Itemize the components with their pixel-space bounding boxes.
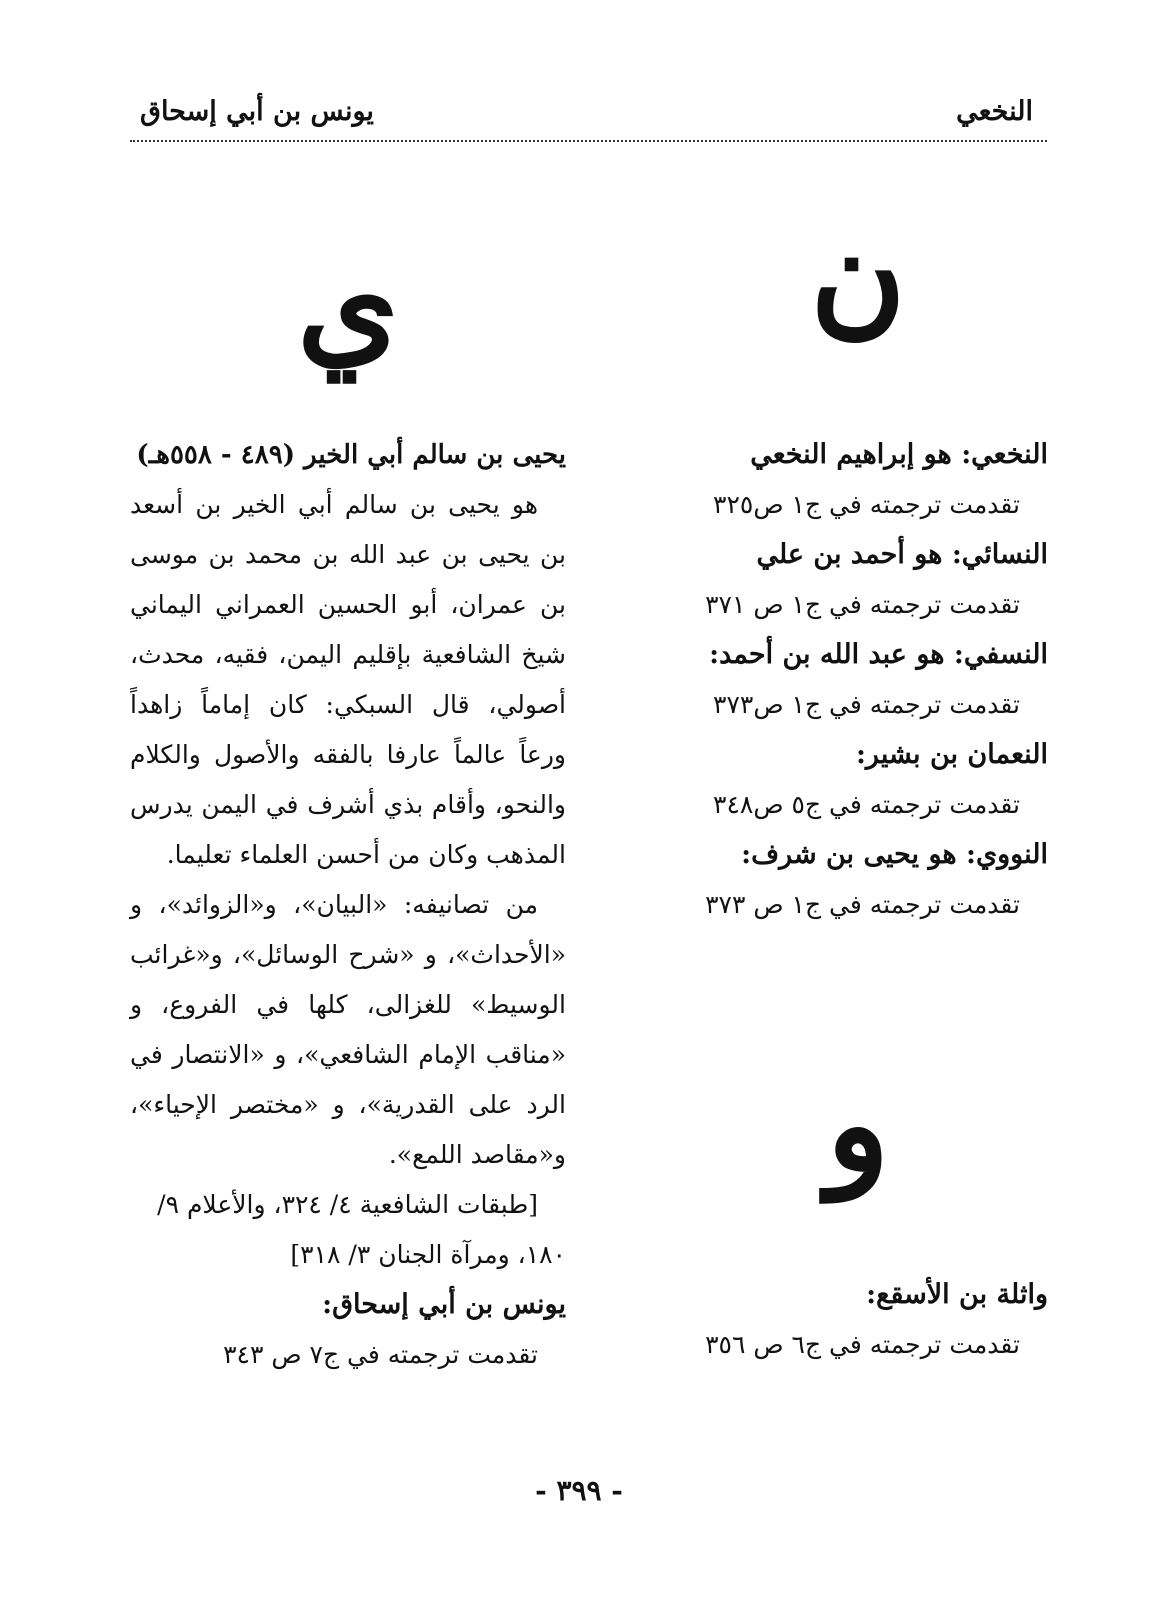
entry-heading: النخعي: هو إبراهيم النخعي [750,439,1048,470]
sources-citation: [طبقات الشافعية ٤/ ٣٢٤، والأعلام ٩/ ١٨٠، ومرآة الجنان ٣/ ٣١٨] [157,1190,566,1269]
entry [668,830,1048,930]
page-number: - ٣٩٩ - [535,1474,623,1507]
entry [668,430,1048,530]
entry-reference: تقدمت ترجمته في ج١ ص ٣٧١ [705,590,1020,619]
header-right-title: النخعي [956,96,1033,127]
entry-heading: النووي: هو يحيى بن شرف: [741,839,1048,870]
entry-heading: واثلة بن الأسقع: [866,1279,1048,1310]
waw-entries [668,1270,1048,1370]
nun-entries [668,430,1048,930]
ya-entries [130,430,566,1380]
entry-heading: النسفي: هو عبد الله بن أحمد: [709,639,1048,670]
entry [668,730,1048,830]
entry-reference: تقدمت ترجمته في ج١ ص ٣٧٣ [705,890,1020,919]
entry [668,630,1048,730]
entry-reference: تقدمت ترجمته في ج١ ص٣٢٥ [713,490,1020,519]
left-column [130,0,566,1440]
biography-paragraph: هو يحيى بن سالم أبي الخير بن أسعد بن يحيى بن عبد الله بن محمد بن موسى بن عمران، أبو الحسين العمراني اليماني شيخ الشافعية بإقليم اليمن، فقيه، محدث، أصولي، قال السبكي: كان إماماً زاهداً ورعاً عالماً عارفا بالفقه والأصول والكلام والنحو، وأقام بذي أشرف في اليمن يدرس المذهب وكان من أحسن العلماء تعليما. [130,490,566,869]
header-left-title: يونس بن أبي إسحاق [140,96,374,127]
section-letter-waw: و [826,1048,890,1201]
entry [668,530,1048,630]
works-paragraph: من تصانيفه: «البيان»، و«الزوائد»، و «الأحداث»، و «شرح الوسائل»، و«غرائب الوسيط» للغزالى، كلها في الفروع، و «مناقب الإمام الشافعي»، و «الانتصار في الرد على القدرية»، و «مختصر الإحياء»، و«مقاصد اللمع». [130,890,566,1169]
entry-reference: تقدمت ترجمته في ج٦ ص ٣٥٦ [705,1330,1020,1359]
entry-heading: النسائي: هو أحمد بن علي [756,539,1048,570]
entry-heading: النعمان بن بشير: [855,739,1048,770]
section-letter-nun: ن [810,198,906,351]
right-column [668,0,1048,1440]
section-letter-ya: ي [297,228,399,381]
entry-reference: تقدمت ترجمته في ج٧ ص ٣٤٣ [223,1340,538,1369]
entry-heading: يونس بن أبي إسحاق: [322,1289,566,1320]
entry-reference: تقدمت ترجمته في ج٥ ص٣٤٨ [713,790,1020,819]
entry-reference: تقدمت ترجمته في ج١ ص٣٧٣ [713,690,1020,719]
biography-heading: يحيى بن سالم أبي الخير (٤٨٩ - ٥٥٨هـ) [136,440,566,470]
